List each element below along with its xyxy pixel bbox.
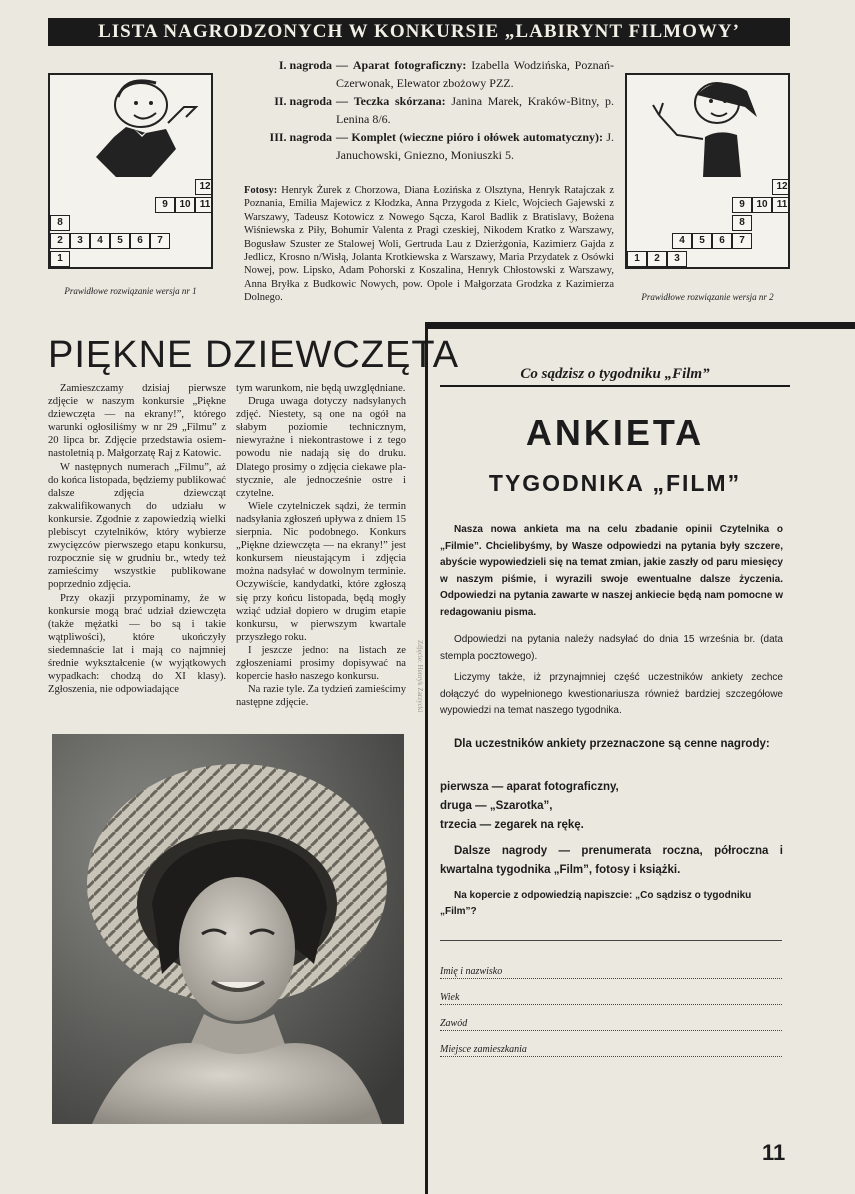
survey-title-2: TYGODNIKA „FILM” xyxy=(488,470,742,496)
portrait-photo xyxy=(52,734,404,1124)
crossword-cell: 1 xyxy=(627,251,647,267)
survey-deadline xyxy=(440,632,783,665)
header-title: LISTA NAGRODZONYCH W KONKURSIE „LABIRYNT FILMOWY’ xyxy=(48,18,790,46)
article-paragraph: W następnych numerach „Filmu”, aż do końca listopada, będziemy publikować dalsze zdjęcia dziewcząt zakwalifikowanych do udziału w konkursie. Zgodnie z zapowiedzią wielki plebiscyt czytelników, który wybierze zwycięzców pierwszego etapu konkursu, rozpocznie się w grudniu br., wtedy też zamieścimy wszystkie publikowane poprzednio zdjęcia. xyxy=(48,461,226,591)
crossword-cell: 12 xyxy=(195,179,213,195)
survey-paragraph: Dalsze nagrody — prenumerata roczna, półroczna i kwartalna tygodnika „Film”, fotosy i książki. xyxy=(440,845,783,876)
survey-paragraph: Dla uczestników ankiety przeznaczone są cenne nagrody: xyxy=(454,738,770,750)
prize-label: II. nagroda xyxy=(274,94,332,108)
article-paragraph: Przy okazji przypominamy, że w konkursie mogą brać udział dziewczęta (także mężatki — bo są i takie wątpliwości), które ukończyły siedemnaście lat i mają co najmniej średnie wykształcenie (w wyjątkowych wypadkach: chodzą do XI klasy). Zgłoszenia, nie odpowiadające xyxy=(48,592,226,696)
survey-paragraph: Nasza nowa ankieta ma na celu zbadanie opinii Czytelnika o „Filmie”. Chcielibyśmy, by Wasze odpowiedzi na pytania były szczere, abyście wypowiedzieli się na temat zmian, jakie zaszły od paru miesięcy w naszym piśmie, i wyrazili swoje ewentualne dalsze życzenia. Odpowiedzi na pytania zawarte w naszej ankiecie będą nam pomocne w redagowaniu pisma. xyxy=(440,524,783,618)
form-divider xyxy=(440,940,782,941)
crossword-cell: 3 xyxy=(70,233,90,249)
article-paragraph: Druga uwaga dotyczy nadsyłanych zdjęć. Niestety, są one na ogół na słabym poziomie technicznym, niewyraźne i niekontrastowe i z tego powodu nie nadają się do druku. Dlatego prosimy o zdjęcia ciekawe plastycznie, ale jednocześnie ostre i czytelne. xyxy=(236,396,406,499)
prize-dash: — xyxy=(336,130,348,144)
survey-paragraph: Liczymy także, iż przynajmniej część uczestników ankiety zechce dołączyć do wypełnionego kwestionariusza również bardziej szczegółowe wypowiedzi na temat naszego tygodnika. xyxy=(440,672,783,716)
crossword-cell: 5 xyxy=(110,233,130,249)
survey-intro xyxy=(440,522,783,621)
survey-prize-item: trzecia — zegarek na rękę. xyxy=(440,819,584,831)
article-paragraph: I jeszcze jedno: na listach ze zgłoszeniami prosimy dopisywać na kopercie hasło naszego konkursu. xyxy=(236,644,406,683)
puzzle-caption-1: Prawidłowe rozwiązanie wersja nr 1 xyxy=(64,286,197,296)
prize-list xyxy=(244,56,614,164)
survey-prizes-list xyxy=(440,778,783,835)
prize-dash: — xyxy=(336,94,348,108)
prize-row-2 xyxy=(244,92,614,128)
survey-extra xyxy=(440,670,783,720)
crossword-cell: 2 xyxy=(647,251,667,267)
article-paragraph: Zamieszczamy dzisiaj pierwsze zdjęcie w naszym konkursie „Piękne dziewczęta — na ekrany!”, którego warunki ogłosiliśmy w nr 29 „Filmu” z 20 lipca br. Zdjęcie przedstawia osiemnastoletnią p. Małgorzatę Raj z Katowic. xyxy=(48,383,226,460)
woman-in-straw-hat-image xyxy=(52,734,404,1124)
crossword-cell: 9 xyxy=(732,197,752,213)
prize-winner: Izabella Wodzińska, Poznań-Czerwonak, Elewator zbożowy PZZ. xyxy=(336,58,614,90)
cartoon-man-icon xyxy=(56,77,206,182)
crossword-cell: 11 xyxy=(195,197,213,213)
survey-further-prizes xyxy=(440,842,783,880)
prize-label: I. nagroda xyxy=(278,58,332,72)
form-field-label: Miejsce zamieszkania xyxy=(440,1044,531,1055)
survey-prizes-intro xyxy=(440,735,783,754)
form-field-label: Wiek xyxy=(440,992,463,1003)
puzzle-caption-2: Prawidłowe rozwiązanie wersja nr 2 xyxy=(641,292,774,302)
prize-winner: Janina Marek, Kraków-Bitny, p. Lenina 8/6. xyxy=(336,94,615,126)
article-paragraph: Wiele czytelniczek sądzi, że termin nadsyłania zgłoszeń upływa z dniem 15 sierpnia. Nic podobnego. Konkurs „Piękne dziewczęta — na ekrany!” jest konkursem nieustającym i zdjęcia można nadsyłać w dowolnym terminie. Oczywiście, kandydatki, które zgłoszą się przy końcu listopada, będą mogły wziąć udział dopiero w drugim etapie konkursu, w pierwszym kwartale przyszłego roku. xyxy=(236,500,406,643)
crossword-cell: 11 xyxy=(772,197,790,213)
article-column-1 xyxy=(48,382,226,696)
prize-item: Teczka skórzana: xyxy=(353,94,446,108)
prize-row-3 xyxy=(244,128,614,164)
crossword-cell: 6 xyxy=(712,233,732,249)
article-paragraph: Na razie tyle. Za tydzień zamieścimy następne zdjęcie. xyxy=(236,684,406,709)
prize-item: Aparat fotograficzny: xyxy=(352,58,467,72)
prize-winner: J. Januchowski, Gniezno, Moniuszki 5. xyxy=(336,130,615,162)
crossword-cell: 7 xyxy=(732,233,752,249)
prize-row-1 xyxy=(244,56,614,92)
crossword-solution-2 xyxy=(625,73,790,269)
crossword-cell: 9 xyxy=(155,197,175,213)
crossword-cell: 1 xyxy=(50,251,70,267)
survey-paragraph: Odpowiedzi na pytania należy nadsyłać do dnia 15 września br. (data stempla pocztowego). xyxy=(440,634,783,662)
survey-envelope-note xyxy=(440,888,783,919)
crossword-solution-1 xyxy=(48,73,213,269)
form-field-age[interactable] xyxy=(440,992,782,1008)
prize-dash: — xyxy=(336,58,348,72)
article-headline: PIĘKNE DZIEWCZĘTA xyxy=(48,334,460,376)
crossword-cell: 12 xyxy=(772,179,790,195)
crossword-cell: 4 xyxy=(672,233,692,249)
form-field-label: Zawód xyxy=(440,1018,471,1029)
crossword-cell: 6 xyxy=(130,233,150,249)
article-column-2 xyxy=(236,382,406,709)
crossword-cell: 10 xyxy=(175,197,195,213)
crossword-cell: 10 xyxy=(752,197,772,213)
survey-title: ANKIETA xyxy=(525,412,705,453)
cartoon-woman-icon xyxy=(637,77,787,182)
prize-item: Komplet (wieczne pióro i ołówek automatyczny): xyxy=(351,130,604,144)
form-field-occupation[interactable] xyxy=(440,1018,782,1034)
crossword-cell: 7 xyxy=(150,233,170,249)
survey-prize-item: druga — „Szarotka”, xyxy=(440,800,553,812)
crossword-cell: 8 xyxy=(50,215,70,231)
crossword-cell: 2 xyxy=(50,233,70,249)
survey-subtitle: Co sądzisz o tygodniku „Film” xyxy=(440,366,790,387)
photos-label: Fotosy: xyxy=(244,185,278,196)
survey-paragraph: Na kopercie z odpowiedzią napiszcie: „Co sądzisz o tygodniku „Film”? xyxy=(440,890,752,917)
form-field-name[interactable] xyxy=(440,966,782,982)
form-field-residence[interactable] xyxy=(440,1044,782,1060)
crossword-cell: 3 xyxy=(667,251,687,267)
page-number: 11 xyxy=(762,1140,786,1165)
photos-winners xyxy=(244,184,614,305)
crossword-cell: 8 xyxy=(732,215,752,231)
prize-label: III. nagroda xyxy=(269,130,332,144)
photo-credit: Zdjęcie: Henryk Zarzycki xyxy=(416,640,424,713)
crossword-cell: 5 xyxy=(692,233,712,249)
form-field-label: Imię i nazwisko xyxy=(440,966,506,977)
crossword-cell: 4 xyxy=(90,233,110,249)
survey-prize-item: pierwsza — aparat fotograficzny, xyxy=(440,781,619,793)
article-paragraph: tym warunkom, nie będą uwzględniane. xyxy=(236,383,406,394)
photos-text: Henryk Żurek z Chorzowa, Diana Łozińska z Olsztyna, Henryk Ratajczak z Poznania, Emilia Majewicz z Kłodzka, Anna Przygoda z Kielc, Wojciech Gajewski z Warszawy, Tadeusz Kotowicz z Nowego Sącza, Karol Badlik z Bratislavy, Bożena Wiśniewska z Piły, Bohumir Valenta z Pragi czeskiej, Nikodem Kratko z Warszawy, Bogusław Szuster ze Stalowej Woli, Gertruda Lau z Dzierżgonia, Kazimierz Gajda z Jedlicz, Krosno n/Wisłą, Jolanta Krotkiewska z Warszawy, Maria Przydatek z Osówki Nowej, pow. Lipsko, Adam Pohorski z Koszalina, Henryk Chłostowski z Warszawy, Anna Bryłka z Budkowic Nowych, pow. Opole i Małgorzata Grodzka z Kazimierza Dolnego. xyxy=(244,185,615,304)
